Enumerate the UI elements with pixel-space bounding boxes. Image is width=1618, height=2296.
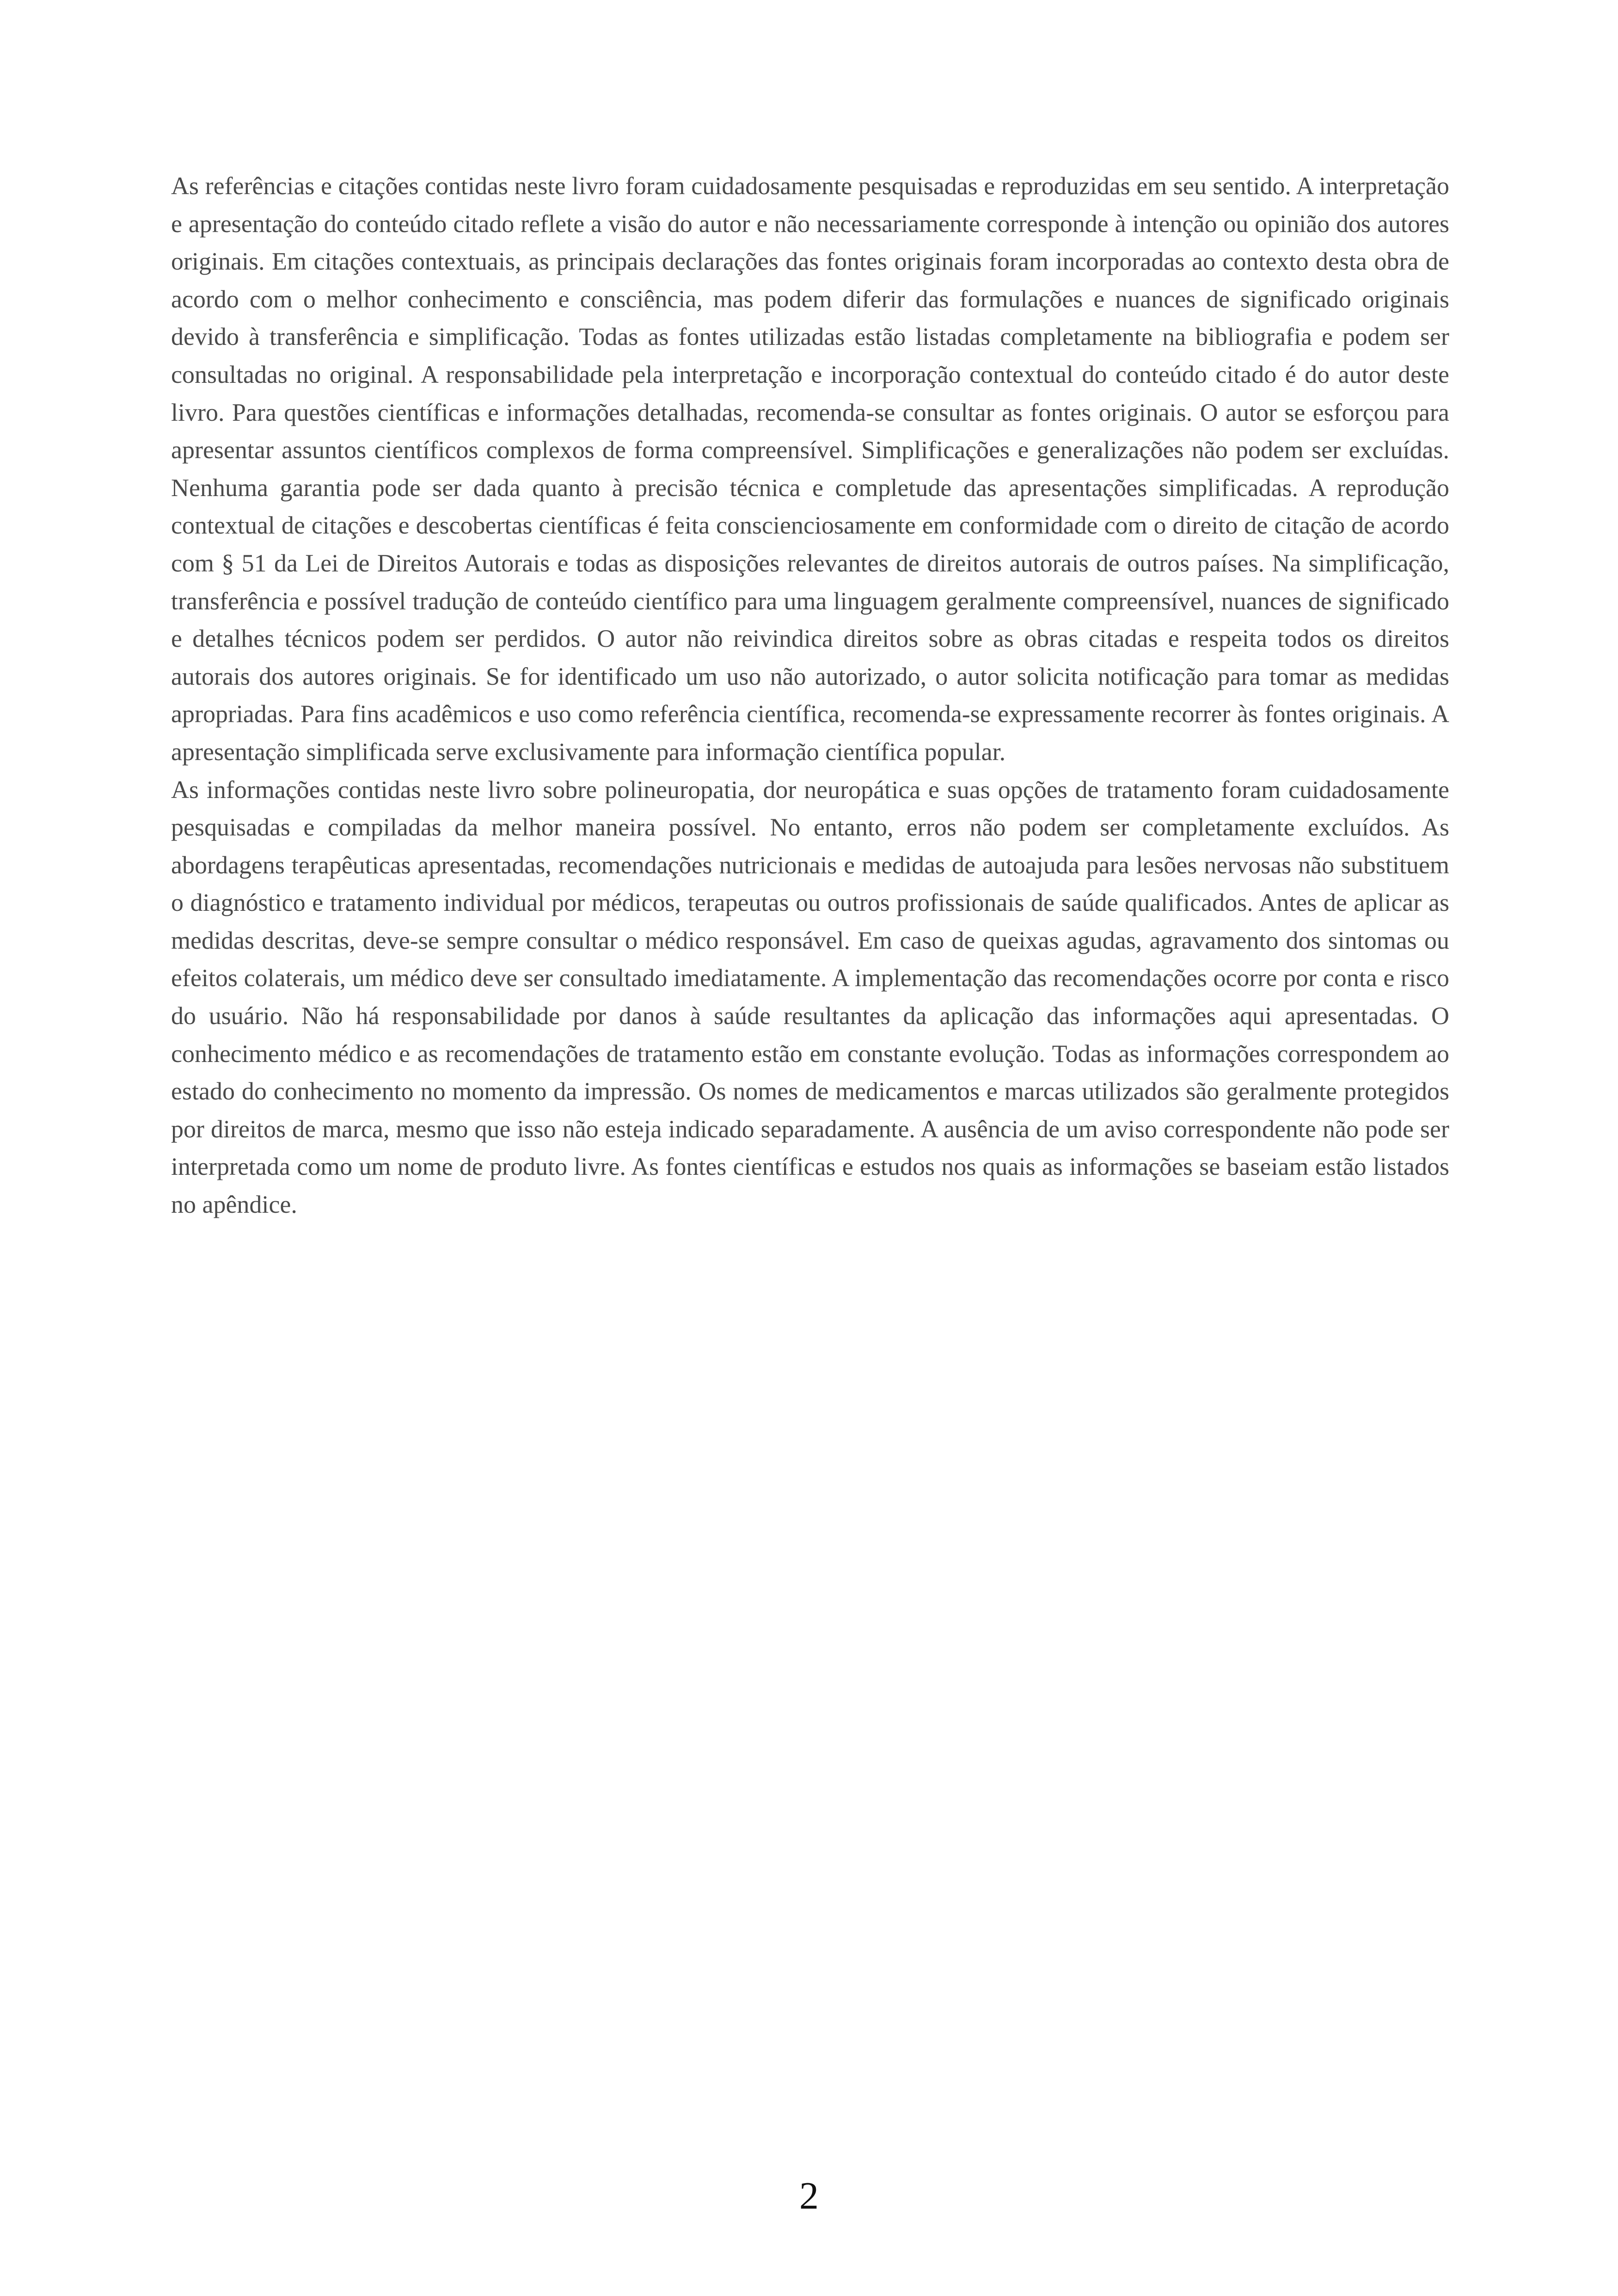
page-number: 2	[799, 2174, 819, 2217]
paragraph-citation-disclaimer: As referências e citações contidas neste livro foram cuidadosamente pesquisadas e reproduzidas em seu sentido. A interpretação e apresentação do conteúdo citado reflete a visão do autor e não necessariamente corresponde à intenção ou opinião dos autores originais. Em citações contextuais, as principais declarações das fontes originais foram incorporadas ao contexto desta obra de acordo com o melhor conhecimento e consciência, mas podem diferir das formulações e nuances de significado originais devido à transferência e simplificação. Todas as fontes utilizadas estão listadas completamente na bibliografia e podem ser consultadas no original. A responsabilidade pela interpretação e incorporação contextual do conteúdo citado é do autor deste livro. Para questões científicas e informações detalhadas, recomenda-se consultar as fontes originais. O autor se esforçou para apresentar assuntos científicos complexos de forma compreensível. Simplificações e generalizações não podem ser excluídas. Nenhuma garantia pode ser dada quanto à precisão técnica e completude das apresentações simplificadas. A reprodução contextual de citações e descobertas científicas é feita conscienciosamente em conformidade com o direito de citação de acordo com § 51 da Lei de Direitos Autorais e todas as disposições relevantes de direitos autorais de outros países. Na simplificação, transferência e possível tradução de conteúdo científico para uma linguagem geralmente compreensível, nuances de significado e detalhes técnicos podem ser perdidos. O autor não reivindica direitos sobre as obras citadas e respeita todos os direitos autorais dos autores originais. Se for identificado um uso não autorizado, o autor solicita notificação para tomar as medidas apropriadas. Para fins acadêmicos e uso como referência científica, recomenda-se expressamente recorrer às fontes originais. A apresentação simplificada serve exclusivamente para informação científica popular.	[171, 172, 1449, 766]
body-text	[171, 167, 1449, 1224]
paragraph-medical-disclaimer: As informações contidas neste livro sobre polineuropatia, dor neuropática e suas opções de tratamento foram cuidadosamente pesquisadas e compiladas da melhor maneira possível. No entanto, erros não podem ser completamente excluídos. As abordagens terapêuticas apresentadas, recomendações nutricionais e medidas de autoajuda para lesões nervosas não substituem o diagnóstico e tratamento individual por médicos, terapeutas ou outros profissionais de saúde qualificados. Antes de aplicar as medidas descritas, deve-se sempre consultar o médico responsável. Em caso de queixas agudas, agravamento dos sintomas ou efeitos colaterais, um médico deve ser consultado imediatamente. A implementação das recomendações ocorre por conta e risco do usuário. Não há responsabilidade por danos à saúde resultantes da aplicação das informações aqui apresentadas. O conhecimento médico e as recomendações de tratamento estão em constante evolução. Todas as informações correspondem ao estado do conhecimento no momento da impressão. Os nomes de medicamentos e marcas utilizados são geralmente protegidos por direitos de marca, mesmo que isso não esteja indicado separadamente. A ausência de um aviso correspondente não pode ser interpretada como um nome de produto livre. As fontes científicas e estudos nos quais as informações se baseiam estão listados no apêndice.	[171, 775, 1449, 1219]
